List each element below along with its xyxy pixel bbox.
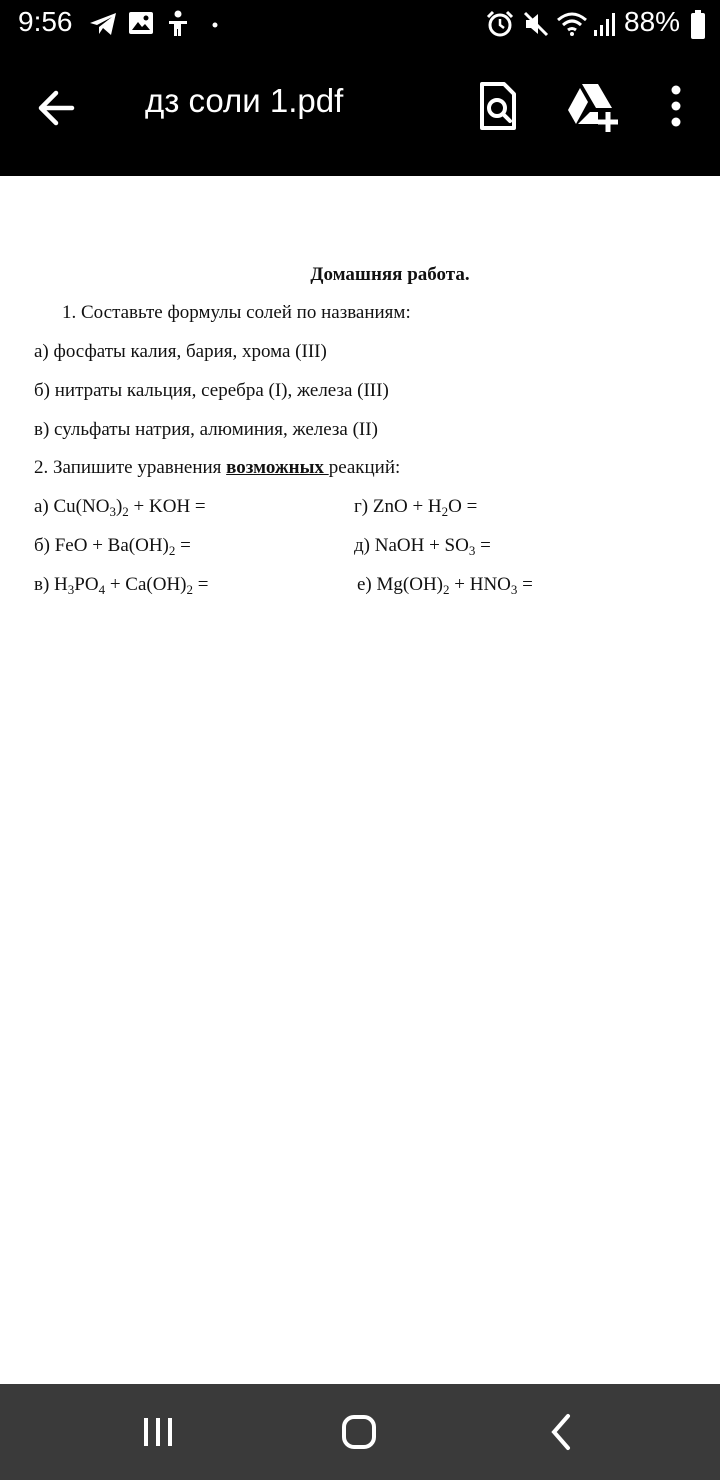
reaction-a-part: а) Cu(NO [34, 496, 110, 517]
reaction-g-part: O = [448, 496, 478, 517]
signal-icon [592, 10, 618, 38]
reaction-e-part: е) Mg(OH) [357, 574, 444, 595]
gallery-icon [128, 10, 154, 36]
reaction-d-part: = [475, 535, 491, 556]
reaction-b-sub: 2 [168, 543, 176, 558]
reaction-g-part: г) ZnO + H [354, 496, 442, 517]
pdf-page [0, 176, 720, 1384]
task2-title [34, 457, 400, 479]
app-bar [0, 50, 720, 176]
reaction-e-sub: 3 [510, 582, 518, 597]
recent-apps-icon[interactable] [128, 1410, 188, 1454]
telegram-icon [88, 10, 118, 38]
back-arrow-icon[interactable] [28, 80, 84, 136]
reaction-v-part: + Ca(OH) [105, 574, 187, 595]
reaction-a-sub: 3 [109, 504, 116, 519]
task2-title-start: 2. Запишите уравнения [34, 457, 227, 478]
find-in-document-icon[interactable] [470, 78, 526, 134]
navigation-bar [0, 1384, 720, 1480]
task1-title: 1. Составьте формулы солей по названиям: [62, 302, 411, 323]
status-time: 9:56 [18, 6, 73, 37]
task1-item-a: а) фосфаты калия, бария, хрома (III) [34, 341, 327, 362]
reaction-g-sub: 2 [441, 504, 449, 519]
reaction-b-part: б) FeO + Ba(OH) [34, 535, 169, 556]
reaction-v-sub: 2 [186, 582, 193, 597]
back-icon[interactable] [530, 1410, 590, 1454]
mute-icon [522, 10, 550, 38]
more-vert-icon[interactable] [656, 78, 696, 134]
task2-title-end: реакций: [328, 457, 401, 478]
reaction-a-part: ) [115, 496, 123, 517]
battery-icon [690, 10, 706, 40]
task2-title-emphasis: возможных [226, 457, 329, 478]
reaction-d [354, 535, 491, 557]
reaction-v-part: в) H [34, 574, 68, 595]
reaction-g [354, 496, 477, 518]
reaction-e [357, 574, 533, 596]
reaction-v-sub: 3 [67, 582, 75, 597]
reaction-v-part: = [193, 574, 209, 595]
document-title: дз соли 1.pdf [145, 82, 344, 119]
reaction-d-part: д) NaOH + SO [354, 535, 469, 556]
reaction-a [34, 496, 206, 518]
reaction-a-sub: 2 [122, 504, 129, 519]
task1-item-b: б) нитраты кальция, серебра (I), железа (III) [34, 380, 389, 401]
home-icon[interactable] [329, 1410, 389, 1454]
reaction-e-sub: 2 [443, 582, 450, 597]
dot-icon [210, 10, 220, 38]
document-heading: Домашняя работа. [310, 264, 470, 285]
add-to-drive-icon[interactable] [562, 78, 622, 134]
reaction-a-part: + KOH = [128, 496, 206, 517]
reaction-v-sub: 4 [98, 582, 106, 597]
wifi-icon [556, 10, 588, 38]
reaction-e-part: + HNO [449, 574, 511, 595]
reaction-v [34, 574, 208, 596]
accessibility-icon [166, 10, 190, 38]
reaction-b [34, 535, 191, 557]
reaction-e-part: = [517, 574, 533, 595]
task1-item-c: в) сульфаты натрия, алюминия, железа (II) [34, 419, 378, 440]
reaction-d-sub: 3 [468, 543, 476, 558]
alarm-icon [486, 10, 514, 38]
status-bar [0, 0, 720, 50]
battery-percent: 88% [624, 6, 681, 37]
reaction-b-part: = [175, 535, 191, 556]
reaction-v-part: PO [74, 574, 99, 595]
